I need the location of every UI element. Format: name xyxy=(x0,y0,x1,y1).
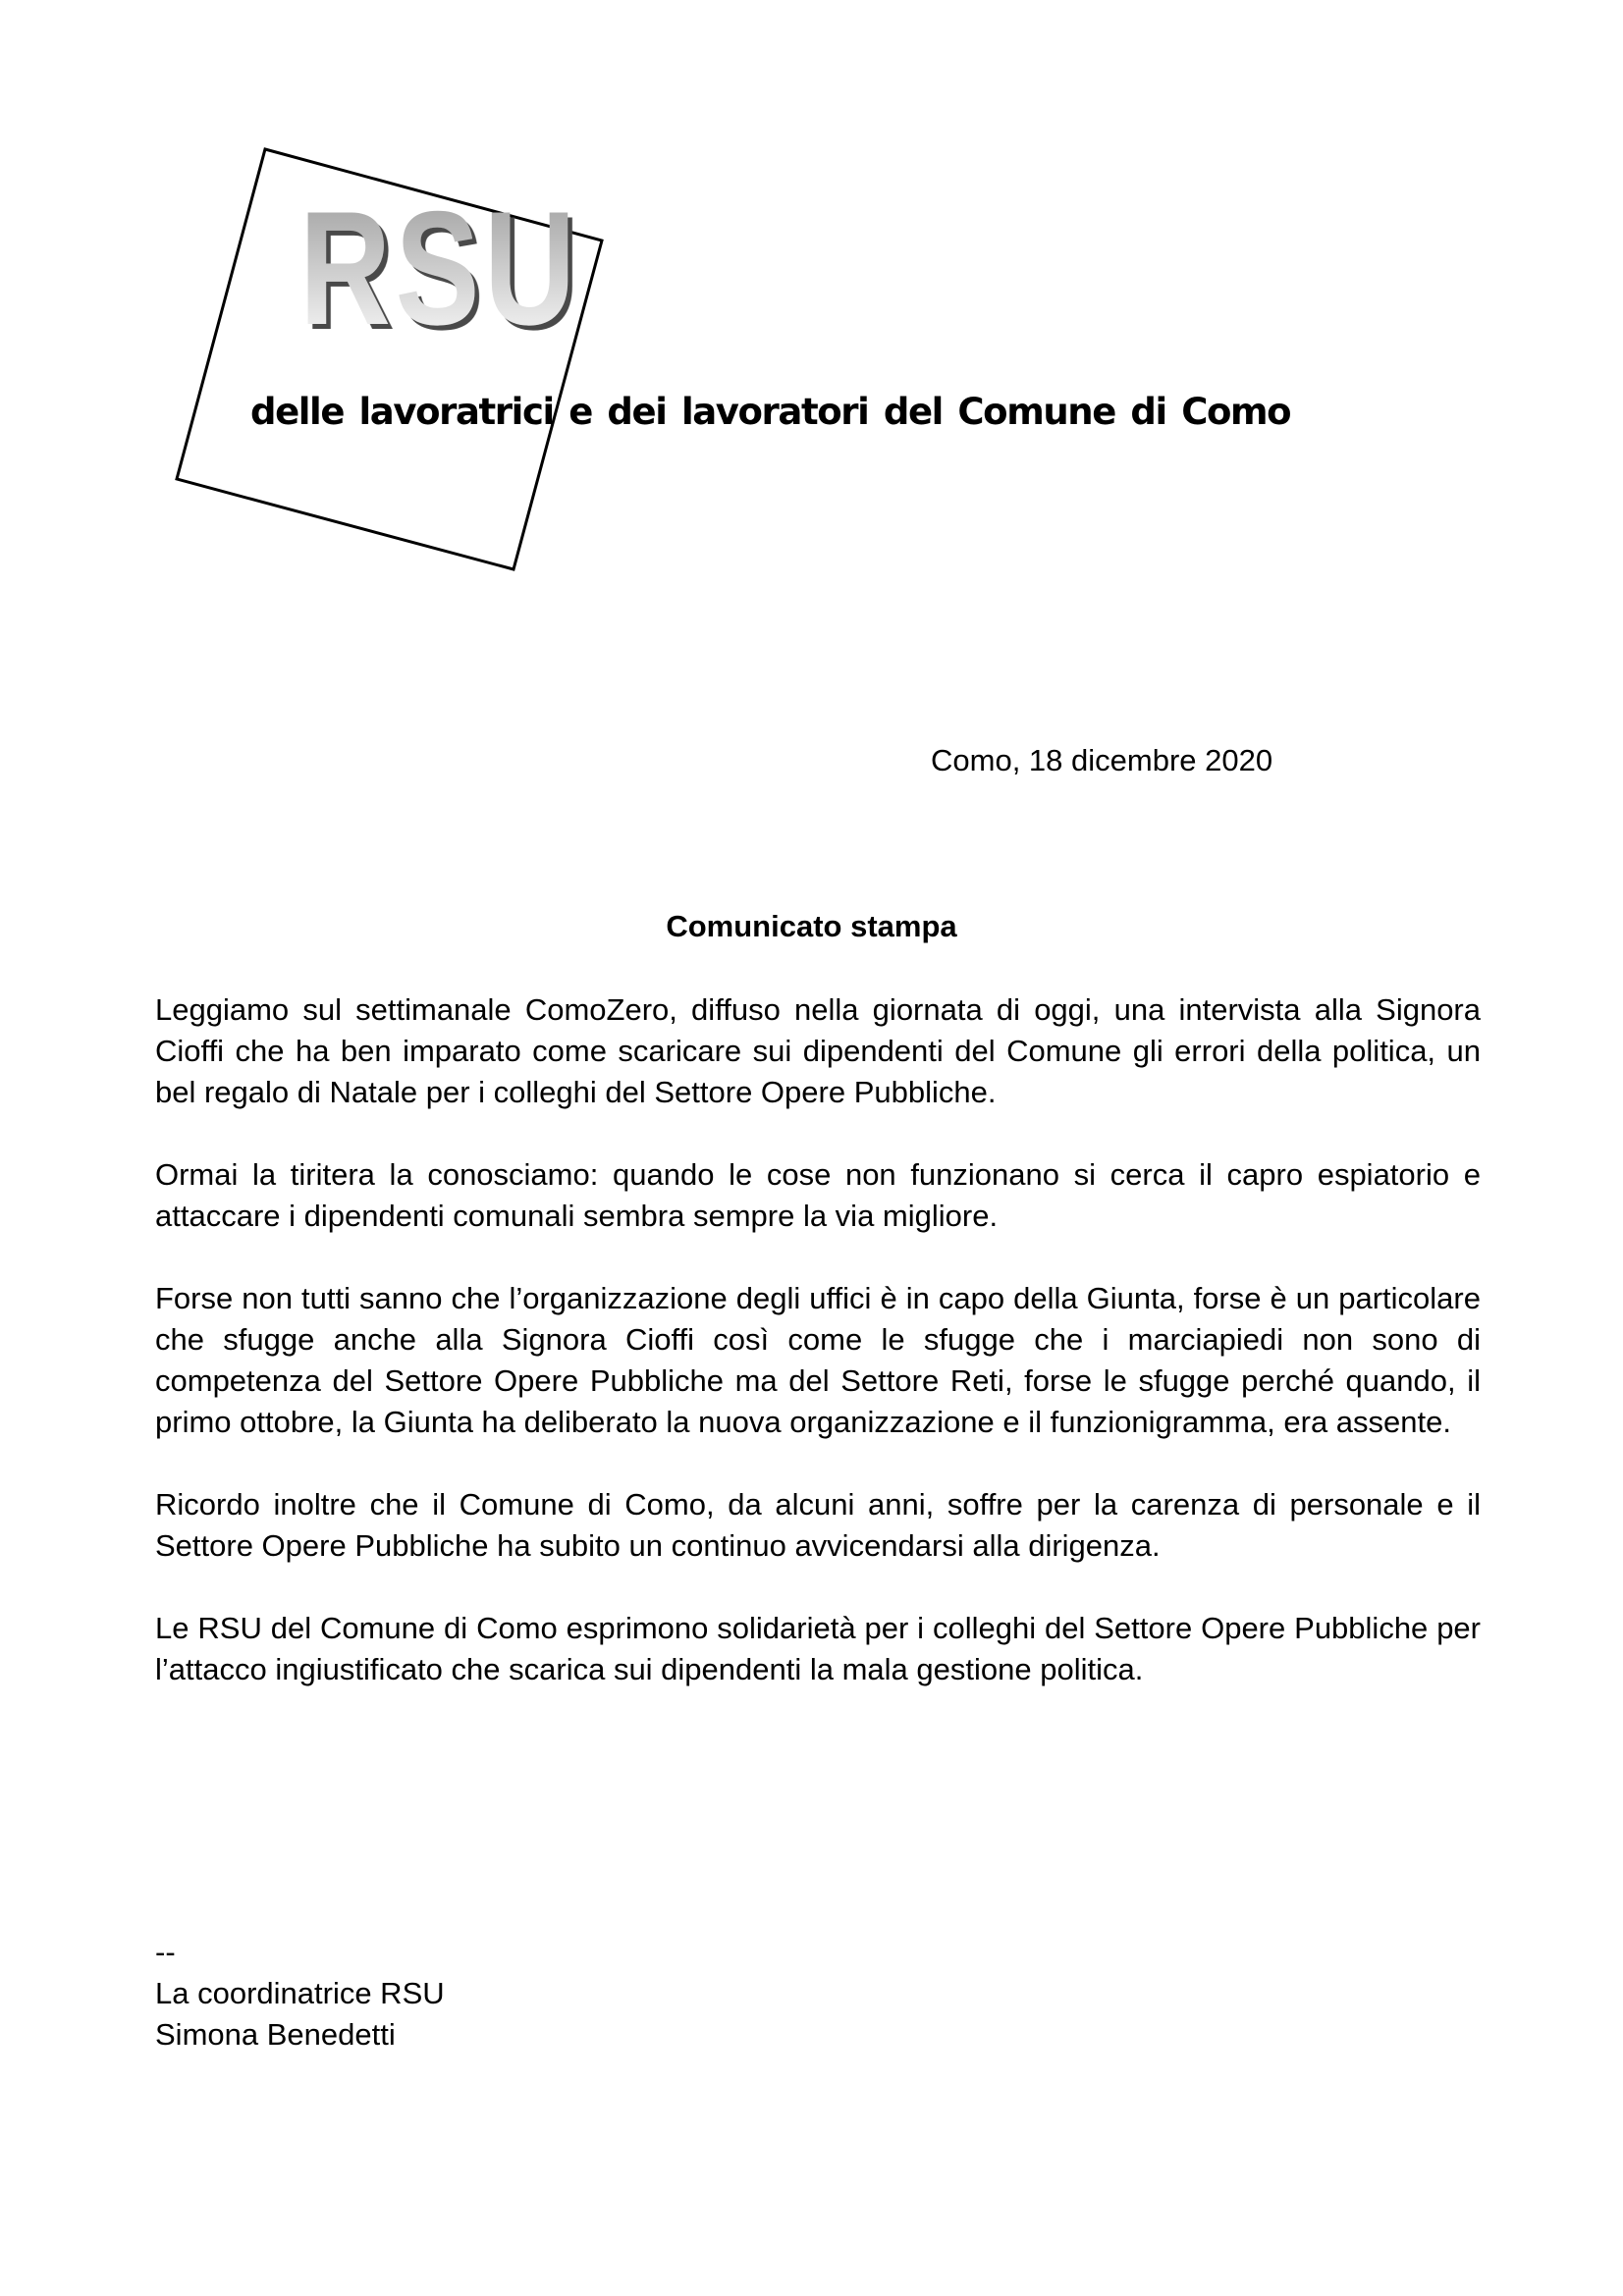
document-title: Comunicato stampa xyxy=(666,909,957,943)
signature-block xyxy=(155,1932,445,2056)
document-date: Como, 18 dicembre 2020 xyxy=(931,743,1273,777)
body-paragraph: Leggiamo sul settimanale ComoZero, diffuso nella giornata di oggi, una intervista alla Signora Cioffi che ha ben imparato come scaricare sui dipendenti del Comune gli errori della politica, un bel regalo di Natale per i colleghi del Settore Opere Pubbliche. xyxy=(155,992,1481,1109)
body-paragraph: Ormai la tiritera la conosciamo: quando le cose non funzionano si cerca il capro espiatorio e attaccare i dipendenti comunali sembra sempre la via migliore. xyxy=(155,1157,1481,1233)
body-paragraph: Le RSU del Comune di Como esprimono solidarietà per i colleghi del Settore Opere Pubbliche per l’attacco ingiustificato che scarica sui dipendenti la mala gestione politica. xyxy=(155,1611,1481,1686)
signature-separator: -- xyxy=(155,1935,176,1969)
document-body xyxy=(155,989,1481,1732)
header-subtitle: delle lavoratrici e dei lavoratori del Comune di Como xyxy=(250,391,1291,433)
rsu-logo xyxy=(0,0,687,609)
logo-text: RSU xyxy=(299,178,580,359)
body-paragraph: Ricordo inoltre che il Comune di Como, da alcuni anni, soffre per la carenza di personale e il Settore Opere Pubbliche ha subito un continuo avvicendarsi alla dirigenza. xyxy=(155,1487,1481,1563)
body-paragraph: Forse non tutti sanno che l’organizzazione degli uffici è in capo della Giunta, forse è un particolare che sfugge anche alla Signora Cioffi così come le sfugge che i marciapiedi non sono di competenza del Settore Opere Pubbliche ma del Settore Reti, forse le sfugge perché quando, il primo ottobre, la Giunta ha deliberato la nuova organizzazione e il funzionigramma, era assente. xyxy=(155,1281,1481,1439)
signature-name: Simona Benedetti xyxy=(155,2017,396,2052)
signature-role: La coordinatrice RSU xyxy=(155,1976,445,2010)
